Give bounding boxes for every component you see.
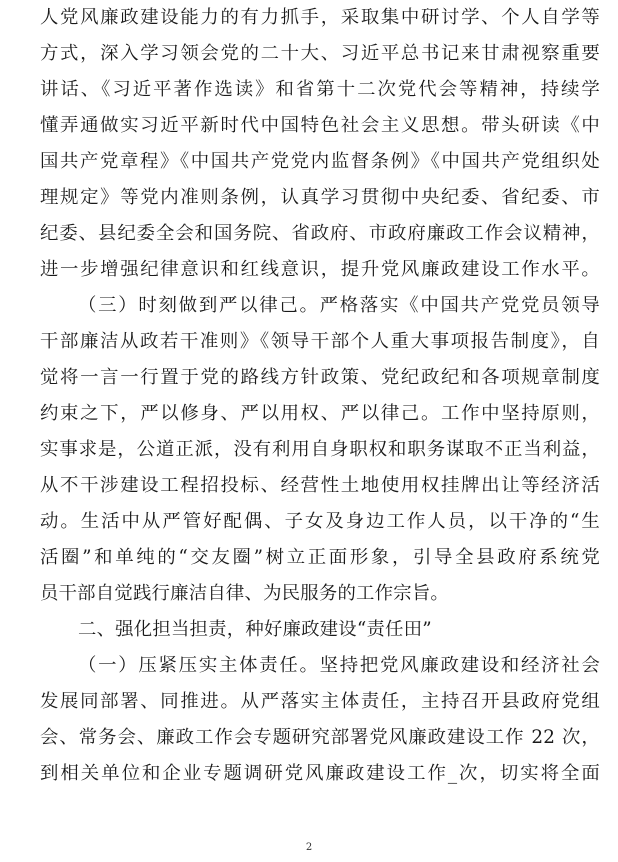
- body-text-line: 干部廉洁从政若干准则》《领导干部个人重大事项报告制度》，自: [40, 331, 600, 352]
- body-text-line: 懂弄通做实习近平新时代中国特色社会主义思想。带头研读《中: [40, 115, 600, 136]
- body-text-line: 纪委、县纪委全会和国务院、省政府、市政府廉政工作会议精神，: [40, 223, 600, 244]
- body-text-line: 动。生活中从严管好配偶、子女及身边工作人员，以干净的“生: [40, 511, 600, 532]
- body-text-line: 方式，深入学习领会党的二十大、习近平总书记来甘肃视察重要: [40, 43, 600, 64]
- body-text-line: 会、常务会、廉政工作会专题研究部署党风廉政建设工作 22 次，: [40, 727, 600, 748]
- body-text-line: 发展同部署、同推进。从严落实主体责任，主持召开县政府党组: [40, 691, 600, 712]
- body-text-line: 进一步增强纪律意识和红线意识，提升党风廉政建设工作水平。: [40, 259, 600, 280]
- paragraph-first-line: （三）时刻做到严以律己。严格落实《中国共产党党员领导: [78, 295, 600, 316]
- body-text-line: 理规定》等党内准则条例，认真学习贯彻中央纪委、省纪委、市: [40, 187, 600, 208]
- body-text-line: 活圈”和单纯的“交友圈”树立正面形象，引导全县政府系统党: [40, 547, 600, 568]
- paragraph-first-line: （一）压紧压实主体责任。坚持把党风廉政建设和经济社会: [78, 655, 600, 676]
- page-number: 2: [305, 842, 313, 853]
- body-text-line: 人党风廉政建设能力的有力抓手，采取集中研讨学、个人自学等: [40, 7, 600, 28]
- section-heading: 二、强化担当担责，种好廉政建设“责任田”: [78, 619, 432, 640]
- body-text-line: 觉将一言一行置于党的路线方针政策、党纪政纪和各项规章制度: [40, 367, 600, 388]
- body-text-line: 讲话、《习近平著作选读》和省第十二次党代会等精神，持续学: [40, 79, 600, 100]
- body-text-line: 国共产党章程》《中国共产党党内监督条例》《中国共产党组织处: [40, 151, 600, 172]
- body-text-line: 实事求是，公道正派，没有利用自身职权和职务谋取不正当利益，: [40, 439, 600, 460]
- body-text-line-last: 员干部自觉践行廉洁自律、为民服务的工作宗旨。: [40, 583, 449, 604]
- body-text-line: 从不干涉建设工程招投标、经营性土地使用权挂牌出让等经济活: [40, 475, 600, 496]
- body-text-line: 到相关单位和企业专题调研党风廉政建设工作_次，切实将全面: [40, 763, 600, 784]
- body-text-line: 约束之下，严以修身、严以用权、严以律己。工作中坚持原则，: [40, 403, 600, 424]
